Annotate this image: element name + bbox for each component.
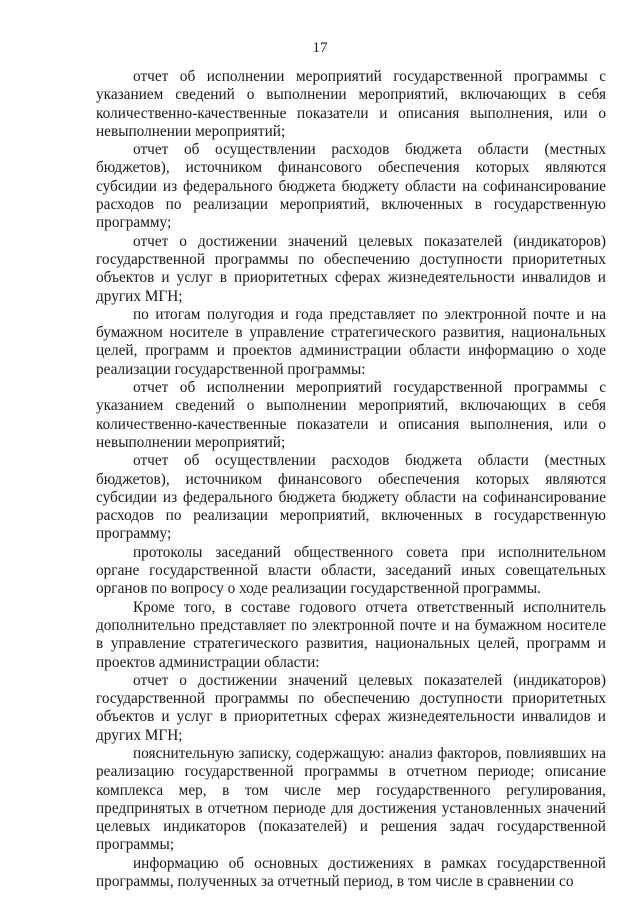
paragraph-explanatory-note: пояснительную записку, содержащую: анализ факторов, повлиявших на реализацию государственной программы в отчетном периоде; описание комплекса мер, в том числе мер государственного регулирования, предпринятых в отчетном периоде для достижения установленных значений целевых индикаторов (показателей) и решения задач государственной программы; [96,744,606,854]
paragraph-report-expenses-repeat: отчет об осуществлении расходов бюджета области (местных бюджетов), источником финансового обеспечения которых являются субсидии из федерального бюджета бюджету области на софинансирование расходов по реализации мероприятий, включенных в государственную программу; [96,452,606,543]
page-body [96,68,606,891]
page-number: 17 [312,40,328,56]
paragraph-report-execution-repeat: отчет об исполнении мероприятий государственной программы с указанием сведений о выполнении мероприятий, включающих в себя количественно-качественные показатели и описания выполнения, или о невыполнении мероприятий; [96,379,606,451]
paragraph-protocols: протоколы заседаний общественного совета при исполнительном органе государственной власти области, заседаний иных совещательных органов по вопросу о ходе реализации государственной программы. [96,543,606,598]
paragraph-report-indicators-repeat: отчет о достижении значений целевых показателей (индикаторов) государственной программы по обеспечению доступности приоритетных объектов и услуг в приоритетных сферах жизнедеятельности инвалидов и других МГН; [96,671,606,744]
paragraph-report-indicators: отчет о достижении значений целевых показателей (индикаторов) государственной программы по обеспечению доступности приоритетных объектов и услуг в приоритетных сферах жизнедеятельности инвалидов и других МГН; [96,232,606,305]
paragraph-annual-report: Кроме того, в составе годового отчета ответственный исполнитель дополнительно представляет по электронной почте и на бумажном носителе в управление стратегического развития, национальных целей, программ и проектов администрации области: [96,598,606,671]
paragraph-achievements-info: информацию об основных достижениях в рамках государственной программы, полученных за отчетный период, в том числе в сравнении со [96,854,606,891]
paragraph-report-expenses: отчет об осуществлении расходов бюджета области (местных бюджетов), источником финансового обеспечения которых являются субсидии из федерального бюджета бюджету области на софинансирование расходов по реализации мероприятий, включенных в государственную программу; [96,141,606,232]
paragraph-half-year-info: по итогам полугодия и года представляет по электронной почте и на бумажном носителе в управление стратегического развития, национальных целей, программ и проектов администрации области информацию о ходе реализации государственной программы: [96,305,606,378]
paragraph-report-execution: отчет об исполнении мероприятий государственной программы с указанием сведений о выполнении мероприятий, включающих в себя количественно-качественные показатели и описания выполнения, или о невыполнении мероприятий; [96,68,606,140]
